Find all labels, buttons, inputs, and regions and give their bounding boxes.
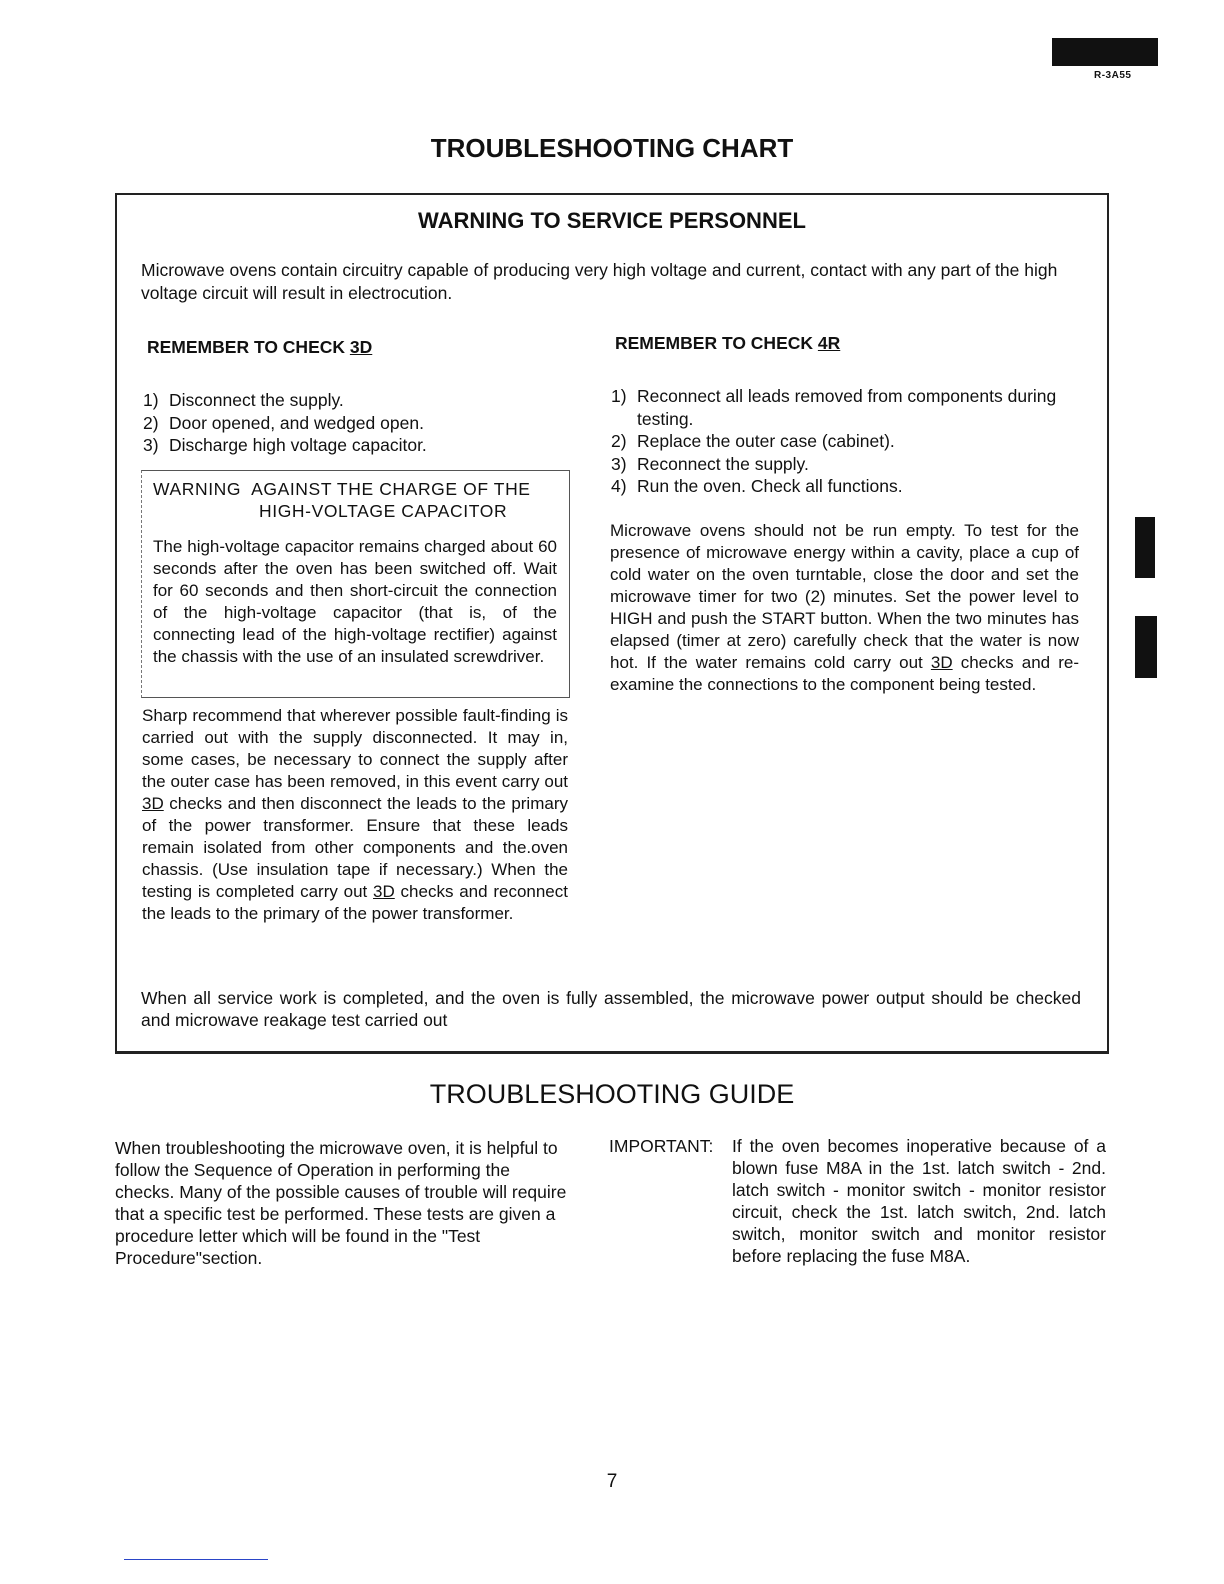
list-item xyxy=(143,434,563,457)
list-item-text: Discharge high voltage capacitor. xyxy=(169,435,427,455)
final-service-note: When all service work is completed, and the oven is fully assembled, the microwave power output should be checked and microwave reakage test carried out xyxy=(141,988,1081,1030)
warning-intro: Microwave ovens contain circuitry capable of producing very high voltage and current, contact with any part of the high voltage circuit will result in electrocution. xyxy=(141,260,1058,303)
check-4r-heading xyxy=(615,333,840,354)
capacitor-warning-title-line2: HIGH-VOLTAGE CAPACITOR xyxy=(259,501,508,521)
header-bar xyxy=(1052,38,1158,66)
important-text: If the oven becomes inoperative because of a blown fuse M8A in the 1st. latch switch - 2nd. latch switch - monitor switch - monitor resistor circuit, check the 1st. latch switch, 2nd. latch switch, monitor switch and monitor resistor before replacing the fuse M8A. xyxy=(732,1136,1106,1266)
important-label: IMPORTANT: xyxy=(609,1136,714,1156)
energy-test-code: 3D xyxy=(930,653,953,672)
bottom-rule xyxy=(124,1559,268,1560)
list-item xyxy=(611,475,1081,498)
page-title: TROUBLESHOOTING CHART xyxy=(430,133,794,163)
guide-intro: When troubleshooting the microwave oven, it is helpful to follow the Sequence of Operation in performing the checks. Many of the possible causes of trouble will require that a specific test be performed. These tests are given a procedure letter which will be found in the "Test Procedure"section. xyxy=(115,1138,567,1268)
list-item-text: Disconnect the supply. xyxy=(169,390,344,410)
list-item xyxy=(611,385,1081,430)
list-item-number: 1) xyxy=(143,390,159,410)
list-item-number: 2) xyxy=(143,412,159,433)
list-item-number: 3) xyxy=(611,453,627,474)
check-4r-list xyxy=(611,385,1081,498)
list-item-number: 4) xyxy=(611,476,627,496)
list-item-text: Replace the outer case (cabinet). xyxy=(637,431,895,451)
list-item-number: 3) xyxy=(143,435,159,455)
capacitor-warning-title-line1: WARNING AGAINST THE CHARGE OF THE xyxy=(153,479,531,499)
energy-test-part2: checks and re-examine the connections to the component being tested. xyxy=(610,653,1079,694)
check-3d-heading-code: 3D xyxy=(349,337,373,357)
check-3d-heading xyxy=(147,337,372,358)
warning-heading: WARNING TO SERVICE PERSONNEL xyxy=(418,208,806,233)
page-number: 7 xyxy=(606,1471,618,1492)
model-code: R-3A55 xyxy=(1094,70,1132,81)
list-item-number: 1) xyxy=(611,386,627,406)
check-4r-heading-prefix: REMEMBER TO CHECK xyxy=(615,333,818,353)
microwave-energy-test xyxy=(610,520,1079,696)
sharp-note-part1: Sharp recommend that wherever possible fault-finding is carried out with the supply disconnected. It may in, some cases, be necessary to connect the supply after the outer case has been removed, in this event carry out xyxy=(142,706,568,791)
guide-title: TROUBLESHOOTING GUIDE xyxy=(429,1079,795,1109)
list-item xyxy=(611,453,1081,476)
list-item-text: Reconnect all leads removed from components during testing. xyxy=(637,386,1057,429)
check-3d-heading-prefix: REMEMBER TO CHECK xyxy=(147,337,350,357)
capacitor-warning-body: The high-voltage capacitor remains charged about 60 seconds after the oven has been switched off. Wait for 60 seconds and then short-circuit the connection of the high-voltage capacitor (that is, of the connecting lead of the high-voltage rectifier) against the chassis with the use of an insulated screwdriver. xyxy=(153,537,557,666)
sharp-note-code1: 3D xyxy=(142,794,164,813)
list-item-text: Reconnect the supply. xyxy=(637,453,809,474)
side-index-mark xyxy=(1135,517,1155,578)
side-index-mark xyxy=(1135,616,1157,678)
sharp-note-part2: checks and then disconnect the leads to the primary of the power transformer. Ensure that these leads remain isolated from other components and the.oven chassis. (Use insulation tape if necessary.) When the testing is completed carry out xyxy=(142,794,568,901)
list-item xyxy=(143,389,563,412)
list-item xyxy=(611,430,1081,453)
list-item-number: 2) xyxy=(611,431,627,451)
sharp-note-code2: 3D xyxy=(373,882,395,901)
list-item-text: Run the oven. Check all functions. xyxy=(637,476,903,496)
energy-test-part1: Microwave ovens should not be run empty. To test for the presence of microwave energy within a cavity, place a cup of cold water on the oven turntable, close the door and set the microwave timer for two (2) minutes. Set the power level to HIGH and push the START button. When the two minutes has elapsed (timer at zero) carefully check that the water is now hot. If the water remains cold carry out xyxy=(610,521,1079,672)
list-item-text: Door opened, and wedged open. xyxy=(169,412,424,433)
capacitor-warning-title xyxy=(153,478,531,522)
check-3d-list xyxy=(143,389,563,457)
sharp-note xyxy=(142,705,568,925)
check-4r-heading-code: 4R xyxy=(817,333,841,353)
list-item xyxy=(143,412,563,435)
sharp-note-part3: checks and reconnect the leads to the primary of the power transformer. xyxy=(142,882,568,923)
